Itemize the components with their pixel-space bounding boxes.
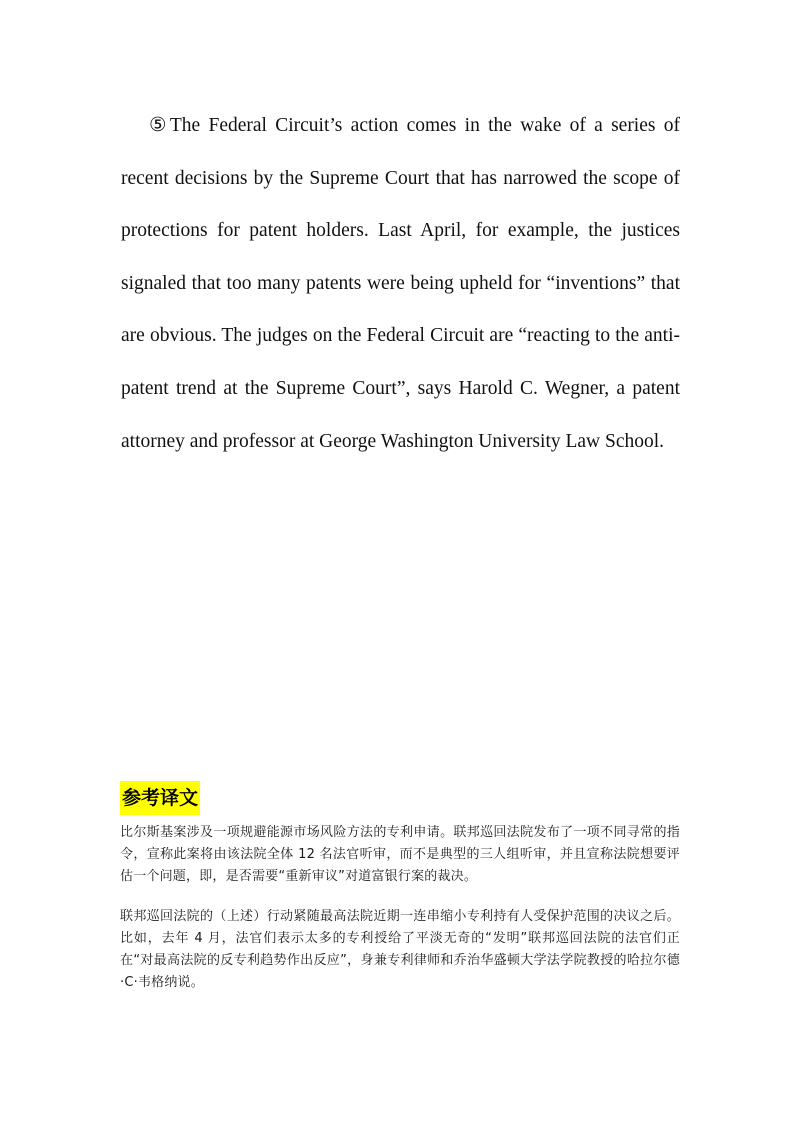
english-paragraph: ⑤The Federal Circuit’s action comes in the wake of a series of recent decisions by the Supreme Court that has narrowed the scope of protections for patent holders. Last April, for example, the justices signaled that too many patents were being upheld for “inventions” that are obvious. The judges on the Federal Circuit are “reacting to the anti-patent trend at the Supreme Court”, says Harold C. Wegner, a patent attorney and professor at George Washington University Law School. — [121, 115, 680, 452]
translation-paragraph-1: 比尔斯基案涉及一项规避能源市场风险方法的专利申请。联邦巡回法院发布了一项不同寻常的指令，宣称此案将由该法院全体 12 名法官听审，而不是典型的三人组听审，并且宣称法院想要评估一个问题，即，是否需要“重新审议”对道富银行案的裁决。 — [120, 825, 680, 884]
translation-heading: 参考译文 — [120, 781, 200, 815]
translation-paragraph-2: 联邦巡回法院的（上述）行动紧随最高法院近期一连串缩小专利持有人受保护范围的决议之后。比如，去年 4 月，法官们表示太多的专利授给了平淡无奇的“发明”联邦巡回法院的法官们正在“对最高法院的反专利趋势作出反应”，身兼专利律师和乔治华盛顿大学法学院教授的哈拉尔德·C·韦格纳说。 — [120, 909, 680, 990]
